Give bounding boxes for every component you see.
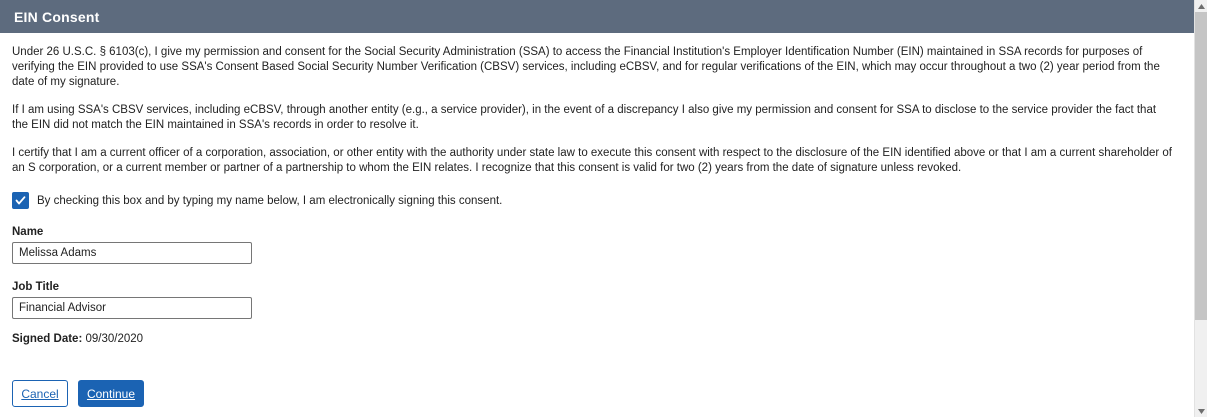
name-field-block	[12, 226, 1183, 264]
scrollbar-thumb[interactable]	[1195, 12, 1207, 320]
consent-checkbox-label: By checking this box and by typing my name below, I am electronically signing this consent.	[37, 194, 503, 207]
consent-checkbox[interactable]	[12, 192, 29, 209]
consent-paragraph-2: If I am using SSA's CBSV services, including eCBSV, through another entity (e.g., a service provider), in the event of a discrepancy I also give my permission and consent for SSA to disclose to the service provider the fact that the EIN did not match the EIN maintained in SSA's records in order to resolve it.	[12, 104, 1157, 131]
consent-paragraph-3: I certify that I am a current officer of a corporation, association, or other entity with the authority under state law to execute this consent with respect to the disclosure of the EIN identified above or that I am a current shareholder of an S corporation, or a current member or partner of a partnership to whom the EIN relates. I recognize that this consent is valid for two (2) years from the date of signature unless revoked.	[12, 147, 1172, 174]
scroll-down-arrow-icon[interactable]	[1195, 405, 1207, 417]
consent-checkbox-row[interactable]	[12, 192, 1183, 209]
checkmark-icon	[15, 195, 26, 206]
name-field-label: Name	[12, 226, 44, 238]
signed-date-value: 09/30/2020	[85, 333, 144, 345]
consent-paragraph-1: Under 26 U.S.C. § 6103(c), I give my permission and consent for the Social Security Administration (SSA) to access the Financial Institution's Employer Identification Number (EIN) maintained in SSA records for purposes of verifying the EIN provided to use SSA's Consent Based Social Security Number Verification (CBSV) services, including eCBSV, and for regular verifications of the EIN, which may occur throughout a two (2) year period from the date of my signature.	[12, 46, 1160, 88]
signed-date-label: Signed Date:	[12, 333, 83, 345]
cancel-button[interactable]	[12, 380, 68, 407]
panel-header	[0, 0, 1195, 33]
scroll-up-arrow-icon[interactable]	[1195, 0, 1207, 12]
name-input[interactable]	[12, 242, 252, 264]
consent-content	[0, 33, 1195, 345]
cancel-button-label: Cancel	[21, 386, 59, 401]
job-title-input[interactable]	[12, 297, 252, 319]
job-title-field-label: Job Title	[12, 281, 60, 293]
button-row	[12, 380, 144, 407]
signed-date-row	[12, 333, 1183, 345]
continue-button-label: Continue	[86, 386, 136, 401]
vertical-scrollbar[interactable]	[1194, 0, 1207, 417]
job-title-field-block	[12, 281, 1183, 319]
continue-button[interactable]	[78, 380, 144, 407]
page-title: EIN Consent	[14, 8, 100, 25]
